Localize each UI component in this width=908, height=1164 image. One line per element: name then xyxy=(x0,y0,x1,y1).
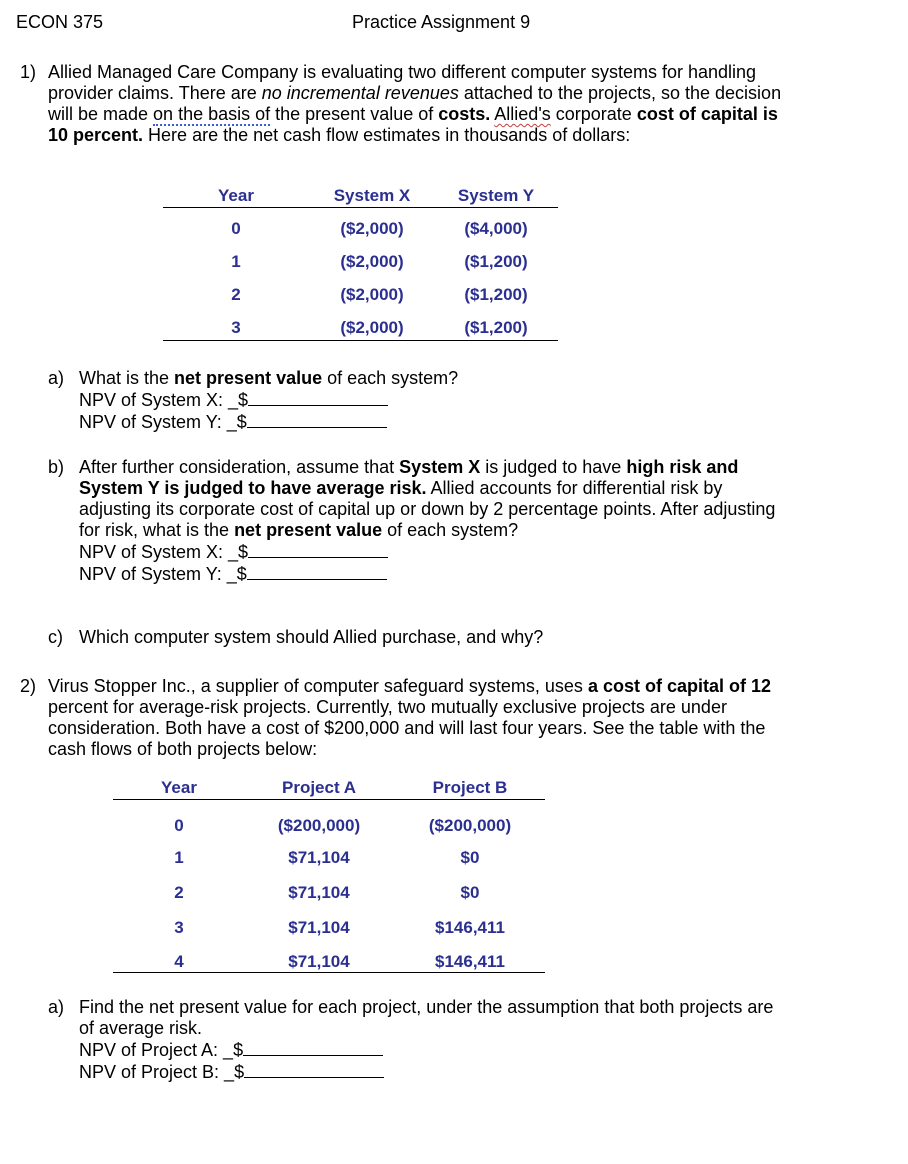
table-cell: 2 xyxy=(174,883,184,902)
q2-intro xyxy=(48,676,771,760)
table-cell: ($1,200) xyxy=(464,318,528,337)
table-bottom-rule xyxy=(113,972,545,973)
table-header-year: Year xyxy=(161,778,197,797)
q1-intro xyxy=(48,62,781,146)
answer-blank[interactable] xyxy=(247,563,387,580)
table-cell: $146,411 xyxy=(435,952,505,971)
npv-y-line: NPV of System Y: _$ xyxy=(79,411,458,433)
table-cell: $71,104 xyxy=(288,883,350,902)
table-header-system-x: System X xyxy=(333,186,411,205)
table-cell: 1 xyxy=(174,848,184,867)
table-cell: ($4,000) xyxy=(464,219,528,238)
q1c-label: c) xyxy=(48,627,63,647)
q1a-label: a) xyxy=(48,368,65,388)
q2-line1: Virus Stopper Inc., a supplier of computer safeguard systems, uses a cost of capital of 12 xyxy=(48,676,771,696)
table-header-project-a: Project A xyxy=(281,778,356,797)
npv-x-line: NPV of System X: _$ xyxy=(79,389,458,411)
table-cell: ($1,200) xyxy=(464,252,528,271)
table-cell: ($1,200) xyxy=(464,285,528,304)
q1-intro-line1: Allied Managed Care Company is evaluating two different computer systems for handling xyxy=(48,62,757,82)
q1b-line4: for risk, what is the net present value of each system? xyxy=(79,520,519,540)
q1b-line1: After further consideration, assume that System X is judged to have high risk and xyxy=(79,457,739,477)
table-cell: 3 xyxy=(231,318,241,337)
q2a-block xyxy=(79,997,773,1083)
q1-number: 1) xyxy=(20,62,37,82)
table-cell: ($2,000) xyxy=(340,318,404,337)
table-header-project-b: Project B xyxy=(432,778,508,797)
answer-blank[interactable] xyxy=(244,1061,384,1078)
table-cell: $0 xyxy=(460,883,480,902)
q2a-line1: Find the net present value for each project, under the assumption that both projects are xyxy=(79,997,774,1017)
table-cell: $146,411 xyxy=(435,918,505,937)
npv-b-line: NPV of Project B: _$ xyxy=(79,1061,773,1083)
table-header-rule xyxy=(163,207,558,208)
table-header-rule xyxy=(113,799,545,800)
q1c-question: Which computer system should Allied purchase, and why? xyxy=(79,627,544,647)
course-code: ECON 375 xyxy=(16,12,104,32)
q2-line4: cash flows of both projects below: xyxy=(48,739,318,759)
table-header-system-y: System Y xyxy=(457,186,535,205)
q1-intro-line3: will be made on the basis of the present value of costs. Allied's corporate cost of capital is xyxy=(48,104,778,124)
table-cell: $71,104 xyxy=(288,952,350,971)
spelling-mark: Allied's xyxy=(494,104,551,124)
table-cell: ($2,000) xyxy=(340,285,404,304)
answer-blank[interactable] xyxy=(248,541,388,558)
q2a-line2: of average risk. xyxy=(79,1018,203,1038)
table-cell: 2 xyxy=(231,285,241,304)
q1-intro-line2: provider claims. There are no incremental revenues attached to the projects, so the decision xyxy=(48,83,782,103)
answer-blank[interactable] xyxy=(247,411,387,428)
q1b-label: b) xyxy=(48,457,65,477)
q2-line2: percent for average-risk projects. Currently, two mutually exclusive projects are under xyxy=(48,697,727,717)
q1a-question: What is the net present value of each system? xyxy=(79,368,459,388)
grammar-mark: on the basis of xyxy=(153,104,271,124)
q1b-line2: System Y is judged to have average risk. Allied accounts for differential risk by xyxy=(79,478,723,498)
answer-blank[interactable] xyxy=(248,389,388,406)
assignment-title: Practice Assignment 9 xyxy=(352,12,531,32)
q1b-block xyxy=(79,457,775,585)
q1a-block xyxy=(79,368,458,433)
answer-blank[interactable] xyxy=(243,1039,383,1056)
q2-line3: consideration. Both have a cost of $200,000 and will last four years. See the table with the xyxy=(48,718,766,738)
npv-x-line: NPV of System X: _$ xyxy=(79,541,775,563)
npv-y-line: NPV of System Y: _$ xyxy=(79,563,775,585)
table-cell: ($2,000) xyxy=(340,252,404,271)
q1-intro-line4: 10 percent. Here are the net cash flow estimates in thousands of dollars: xyxy=(48,125,631,145)
table-cell: 0 xyxy=(174,816,184,835)
table-cell: $71,104 xyxy=(288,848,350,867)
table-cell: ($2,000) xyxy=(340,219,404,238)
table-header-year: Year xyxy=(218,186,254,205)
q2a-label: a) xyxy=(48,997,65,1017)
q1b-line3: adjusting its corporate cost of capital up or down by 2 percentage points. After adjusting xyxy=(79,499,776,519)
table-cell: 4 xyxy=(174,952,184,971)
table-cell: 1 xyxy=(231,252,241,271)
q2-number: 2) xyxy=(20,676,37,696)
table-cell: 3 xyxy=(174,918,184,937)
table-cell: $71,104 xyxy=(288,918,350,937)
table-cell: ($200,000) xyxy=(428,816,512,835)
table-bottom-rule xyxy=(163,340,558,341)
table-cell: ($200,000) xyxy=(277,816,361,835)
table-cell: 0 xyxy=(231,219,241,238)
npv-a-line: NPV of Project A: _$ xyxy=(79,1039,773,1061)
table-cell: $0 xyxy=(460,848,480,867)
